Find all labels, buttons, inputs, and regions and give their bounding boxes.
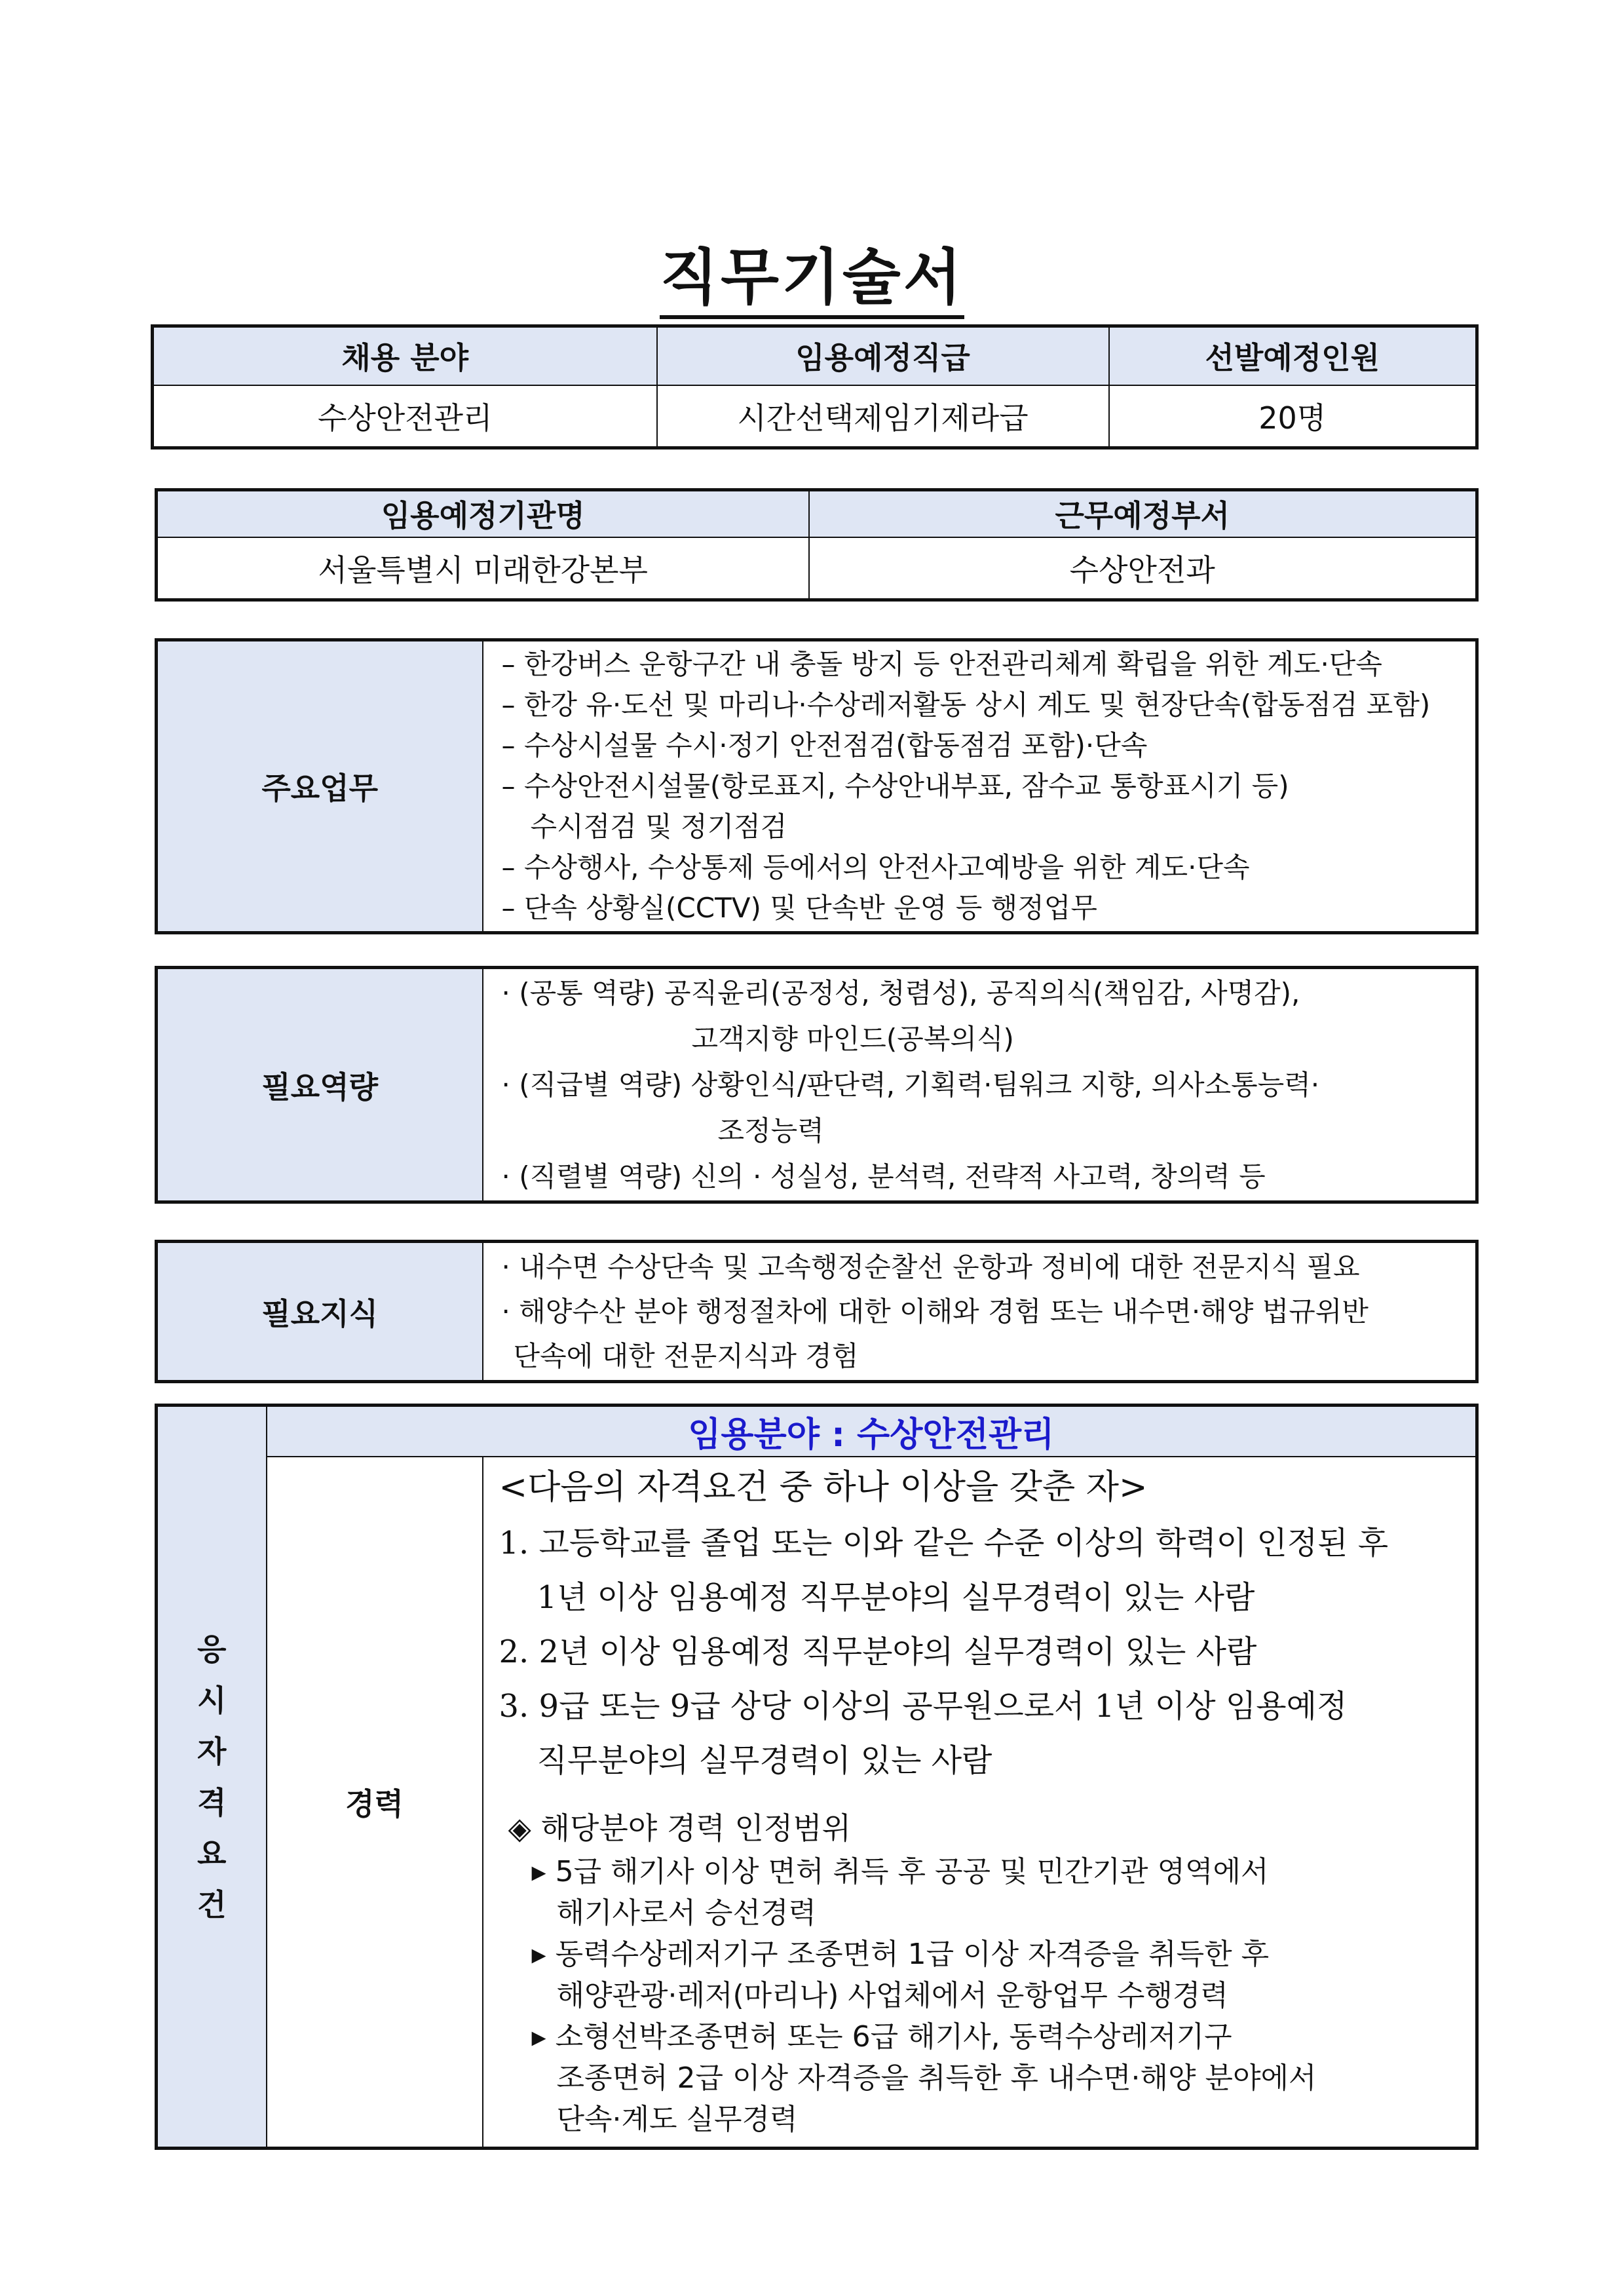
scope-item: 단속·계도 실무경력 bbox=[556, 2103, 798, 2136]
knowledge-line: · 내수면 수상단속 및 고속행정순찰선 운항과 정비에 대한 전문지식 필요 bbox=[501, 1250, 1360, 1283]
duties-label: 주요업무 bbox=[157, 640, 483, 933]
qualification-sub-label: 경력 bbox=[267, 1457, 483, 2149]
requirement-line: 직무분야의 실무경력이 있는 사람 bbox=[537, 1742, 992, 1779]
recruit-table bbox=[151, 324, 1479, 450]
duty-item: – 수상안전시설물(항로표지, 수상안내부표, 잠수교 통항표시기 등) bbox=[501, 770, 1289, 802]
vertical-char: 응 bbox=[197, 1631, 227, 1667]
org-header-department: 근무예정부서 bbox=[809, 490, 1477, 537]
competency-line: 고객지향 마인드(공복의식) bbox=[691, 1022, 1014, 1055]
competency-line: 조정능력 bbox=[717, 1114, 824, 1147]
requirement-line: 2. 2년 이상 임용예정 직무분야의 실무경력이 있는 사람 bbox=[499, 1634, 1257, 1670]
requirement-line: 1. 고등학교를 졸업 또는 이와 같은 수준 이상의 학력이 인정된 후 bbox=[499, 1525, 1389, 1561]
competency-table bbox=[155, 966, 1479, 1204]
qualification-vertical-label bbox=[157, 1406, 267, 2149]
duty-item: 수시점검 및 정기점검 bbox=[530, 811, 787, 843]
competency-content bbox=[483, 968, 1477, 1202]
scope-item: ▸ 5급 해기사 이상 면허 취득 후 공공 및 민간기관 영역에서 bbox=[531, 1855, 1269, 1888]
duty-item: – 한강 유·도선 및 마리나·수상레저활동 상시 계도 및 현장단속(합동점검 포함) bbox=[501, 689, 1431, 721]
duty-item: – 한강버스 운항구간 내 충돌 방지 등 안전관리체계 확립을 위한 계도·단속 bbox=[501, 648, 1382, 680]
competency-line: · (직렬별 역량) 신의 · 성실성, 분석력, 전략적 사고력, 창의력 등 bbox=[501, 1160, 1266, 1193]
vertical-char: 건 bbox=[197, 1886, 227, 1923]
scope-item: 해기사로서 승선경력 bbox=[556, 1896, 817, 1930]
qualification-field-title: 임용분야 : 수상안전관리 bbox=[267, 1406, 1477, 1457]
org-table bbox=[155, 488, 1479, 602]
knowledge-label: 필요지식 bbox=[157, 1242, 483, 1382]
requirements-list bbox=[499, 1516, 1460, 1788]
knowledge-line: 단속에 대한 전문지식과 경험 bbox=[513, 1339, 859, 1372]
scope-list bbox=[499, 1851, 1460, 2140]
scope-title: ◈ 해당분야 경력 인정범위 bbox=[508, 1810, 852, 1846]
duty-item: – 수상행사, 수상통제 등에서의 안전사고예방을 위한 계도·단속 bbox=[501, 851, 1250, 883]
qualification-intro: <다음의 자격요건 중 하나 이상을 갖춘 자> bbox=[499, 1468, 1148, 1507]
recruit-value-grade: 시간선택제임기제라급 bbox=[657, 385, 1109, 448]
requirement-line: 3. 9급 또는 9급 상당 이상의 공무원으로서 1년 이상 임용예정 bbox=[499, 1688, 1348, 1725]
org-value-department: 수상안전과 bbox=[809, 537, 1477, 600]
competency-label: 필요역량 bbox=[157, 968, 483, 1202]
recruit-value-count: 20명 bbox=[1109, 385, 1477, 448]
duty-item: – 단속 상황실(CCTV) 및 단속반 운영 등 행정업무 bbox=[501, 892, 1097, 924]
vertical-char: 시 bbox=[197, 1682, 227, 1718]
duty-item: – 수상시설물 수시·정기 안전점검(합동점검 포함)·단속 bbox=[501, 729, 1148, 761]
document-title-text: 직무기술서 bbox=[660, 242, 964, 319]
org-header-agency: 임용예정기관명 bbox=[157, 490, 809, 537]
scope-item: ▸ 소형선박조종면허 또는 6급 해기사, 동력수상레저기구 bbox=[531, 2020, 1232, 2054]
document-title bbox=[0, 229, 1624, 316]
knowledge-content bbox=[483, 1242, 1477, 1382]
knowledge-table bbox=[155, 1240, 1479, 1383]
duties-content bbox=[483, 640, 1477, 933]
qualification-table bbox=[155, 1404, 1479, 2150]
recruit-header-count: 선발예정인원 bbox=[1109, 326, 1477, 385]
scope-item: ▸ 동력수상레저기구 조종면허 1급 이상 자격증을 취득한 후 bbox=[531, 1938, 1270, 1971]
recruit-value-field: 수상안전관리 bbox=[153, 385, 657, 448]
competency-line: · (직급별 역량) 상황인식/판단력, 기획력·팀워크 지향, 의사소통능력· bbox=[501, 1068, 1320, 1101]
scope-item: 조종면허 2급 이상 자격증을 취득한 후 내수면·해양 분야에서 bbox=[556, 2061, 1317, 2095]
competency-line: · (공통 역량) 공직윤리(공정성, 청렴성), 공직의식(책임감, 사명감), bbox=[501, 976, 1300, 1009]
vertical-char: 격 bbox=[197, 1784, 227, 1820]
scope-item: 해양관광·레저(마리나) 사업체에서 운항업무 수행경력 bbox=[556, 1979, 1228, 2012]
recruit-header-field: 채용 분야 bbox=[153, 326, 657, 385]
requirement-line: 1년 이상 임용예정 직무분야의 실무경력이 있는 사람 bbox=[537, 1579, 1255, 1616]
org-value-agency: 서울특별시 미래한강본부 bbox=[157, 537, 809, 600]
duties-table bbox=[155, 638, 1479, 934]
vertical-char: 요 bbox=[197, 1835, 227, 1871]
knowledge-line: · 해양수산 분야 행정절차에 대한 이해와 경험 또는 내수면·해양 법규위반 bbox=[501, 1295, 1369, 1328]
qualification-content bbox=[483, 1457, 1477, 2149]
recruit-header-grade: 임용예정직급 bbox=[657, 326, 1109, 385]
vertical-char: 자 bbox=[197, 1733, 227, 1769]
